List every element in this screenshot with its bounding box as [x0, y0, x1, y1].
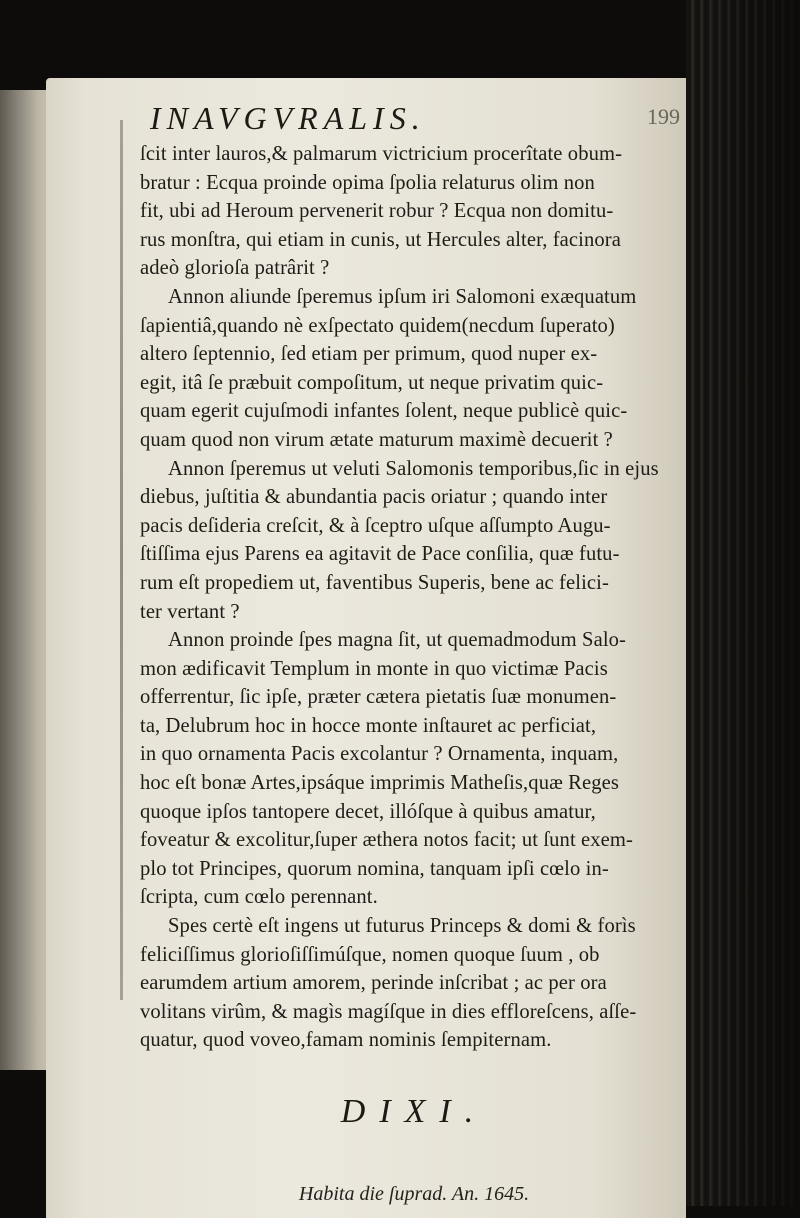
binding-gutter — [120, 120, 123, 1000]
text-line: Annon aliunde ſperemus ipſum iri Salomoni exæquatum — [168, 285, 637, 308]
text-line: Annon ſperemus ut veluti Salomonis temporibus,ſic in ejus — [168, 457, 659, 480]
text-line: ſcit inter lauros,& palmarum victricium procerîtate obum- — [140, 143, 623, 165]
text-line: altero ſeptennio, ſed etiam per primum, quod nuper ex- — [140, 343, 598, 366]
text-line: egit, itâ ſe præbuit compoſitum, ut neque privatim quic- — [140, 371, 604, 394]
text-line: ta, Delubrum hoc in hocce monte inſtauret ac perficiat, — [140, 714, 597, 737]
text-line: quam quod non virum ætate maturum maximè decuerit ? — [140, 428, 613, 451]
text-line: Annon proinde ſpes magna ſit, ut quemadmodum Salo- — [168, 629, 626, 652]
text-line: hoc eſt bonæ Artes,ipsáque imprimis Matheſis,quæ Reges — [140, 772, 620, 795]
text-line: Spes certè eſt ingens ut futurus Princeps & domi & forìs — [168, 915, 636, 938]
text-line: offerrentur, ſic ipſe, præter cætera pietatis ſuæ monumen- — [140, 686, 617, 709]
text-line: ſapientiâ,quando nè exſpectato quidem(necdum ſuperato) — [140, 314, 615, 337]
text-line: mon ædificavit Templum in monte in quo victimæ Pacis — [140, 657, 608, 680]
page-text — [140, 100, 688, 1206]
text-line: pacis deſideria creſcit, & à ſceptro uſque aſſumpto Augu- — [140, 514, 611, 537]
text-line: ſtiſſima ejus Parens ea agitavit de Pace conſilia, quæ futu- — [140, 543, 620, 566]
text-line: rum eſt propediem ut, faventibus Superis, bene ac felici- — [140, 571, 609, 594]
dateline: Habita die ſuprad. An. 1645. — [298, 1183, 530, 1205]
text-line: adeò glorioſa patrârit ? — [140, 257, 330, 280]
text-line: ter vertant ? — [140, 600, 240, 623]
running-head: INAVGVRALIS. — [150, 100, 426, 136]
text-line: foveatur & excolitur,ſuper æthera notos facit; ut ſunt exem- — [140, 829, 633, 852]
text-line: quatur, quod voveo,famam nominis ſempiternam. — [140, 1029, 552, 1052]
section-heading: DIXI. — [340, 1093, 488, 1130]
page-number: 199 — [647, 104, 680, 129]
text-line: quam egerit cujuſmodi infantes ſolent, neque publicè quic- — [140, 400, 628, 423]
text-line: plo tot Principes, quorum nomina, tanquam ipſi cœlo in- — [140, 857, 609, 880]
text-line: bratur : Ecqua proinde opima ſpolia relaturus olim non — [140, 171, 595, 194]
text-line: rus monſtra, qui etiam in cunis, ut Hercules alter, facinora — [140, 228, 621, 251]
text-line: diebus, juſtitia & abundantia pacis oriatur ; quando inter — [140, 486, 608, 509]
text-line: ſcripta, cum cœlo perennant. — [140, 886, 378, 909]
text-line: in quo ornamenta Pacis excolantur ? Ornamenta, inquam, — [140, 743, 619, 766]
text-line: quoque ipſos tantopere decet, illóſque à quibus amatur, — [140, 800, 596, 823]
text-line: volitans virûm, & magìs magíſque in dies effloreſcens, aſſe- — [140, 1000, 637, 1023]
page-edges — [686, 0, 800, 1206]
page-header — [140, 100, 688, 140]
text-line: earumdem artium amorem, perinde inſcribat ; ac per ora — [140, 972, 607, 995]
text-line: fit, ubi ad Heroum pervenerit robur ? Ecqua non domitu- — [140, 200, 614, 223]
body-text — [140, 140, 688, 1055]
text-line: feliciſſimus glorioſiſſimúſque, nomen quoque ſuum , ob — [140, 943, 600, 966]
